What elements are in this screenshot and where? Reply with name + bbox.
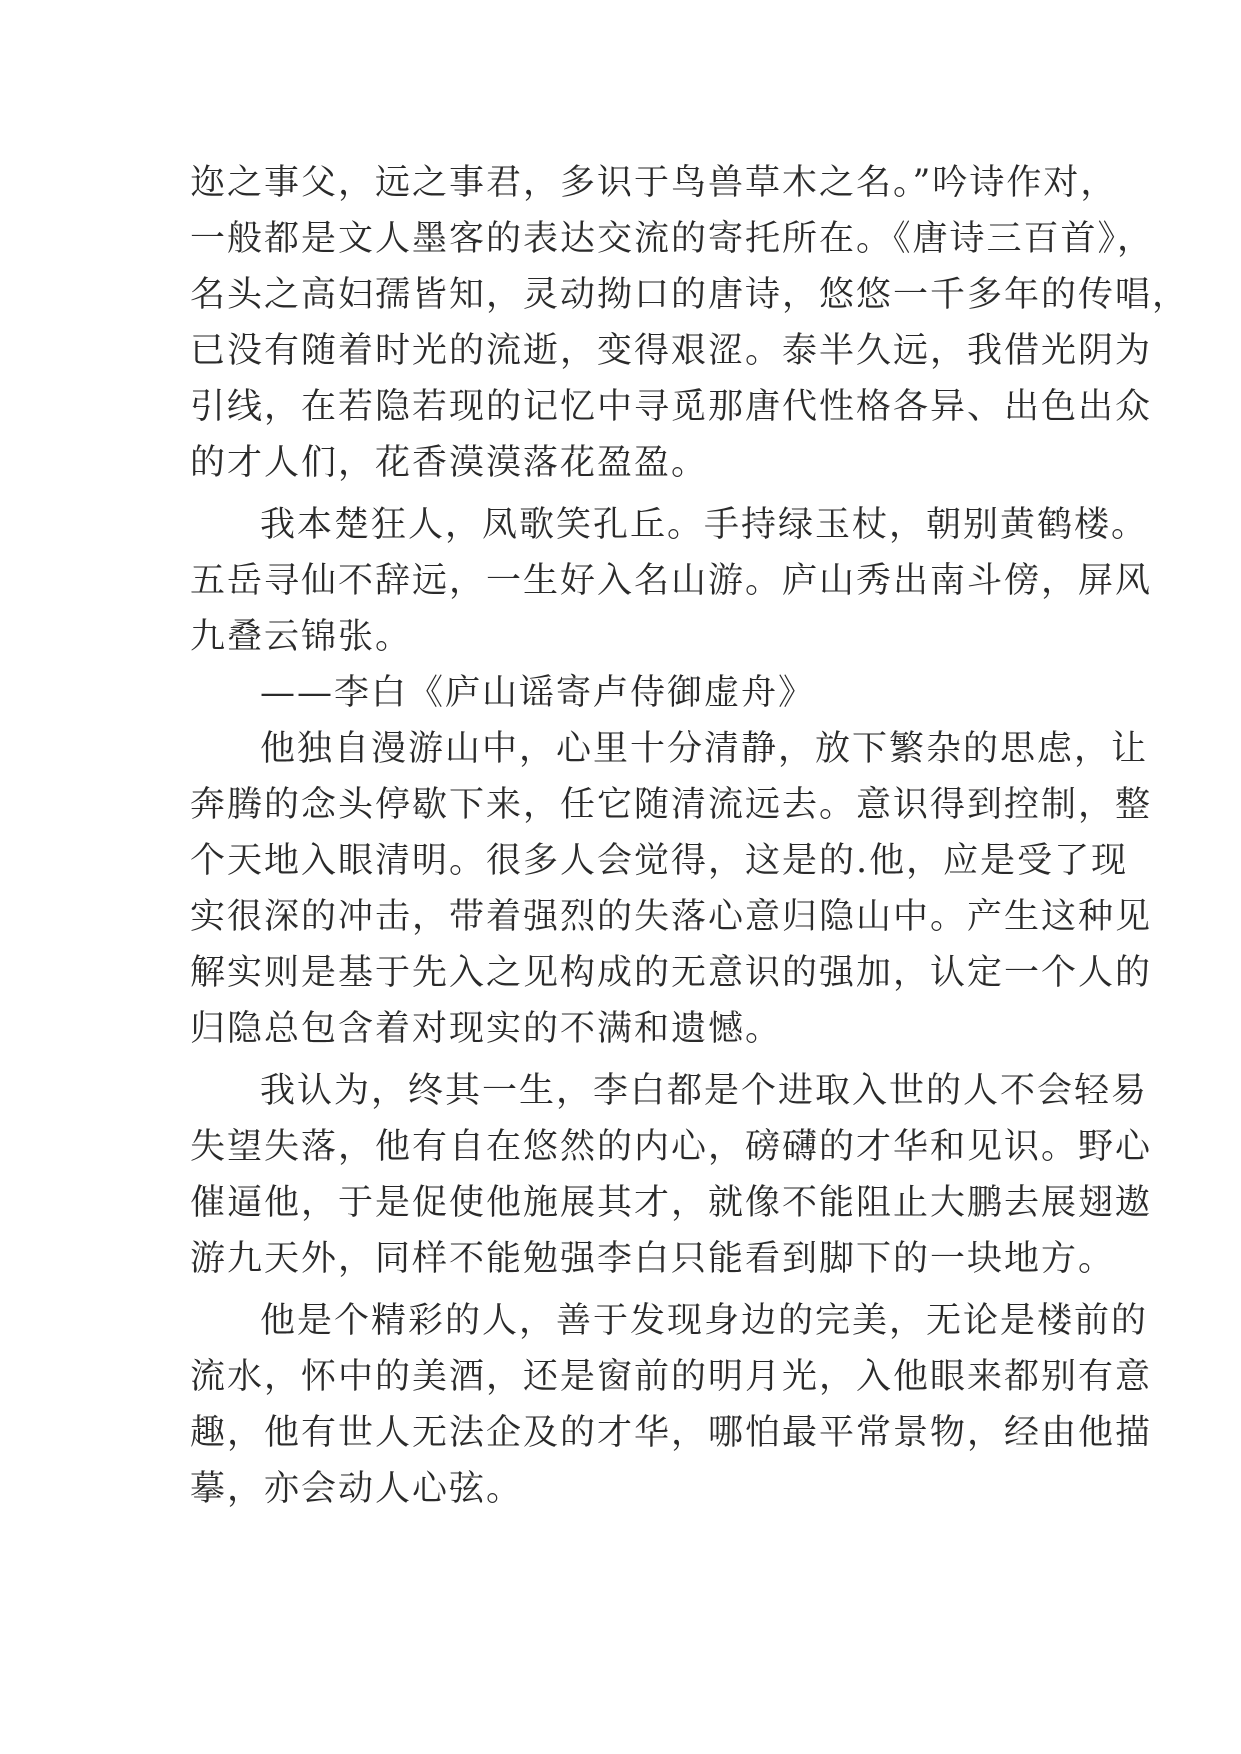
paragraph-5 (190, 1293, 1153, 1517)
text-line: 一般都是文人墨客的表达交流的寄托所在。《唐诗三百首》， (190, 219, 1155, 259)
document-body (190, 155, 1190, 1517)
poem-attribution (190, 665, 1070, 721)
text-line: 他是个精彩的人，善于发现身边的完美，无论是楼前的 (260, 1301, 1149, 1341)
text-line: 他独自漫游山中，心里十分清静，放下繁杂的思虑，让 (260, 729, 1149, 769)
paragraph-2-poem (190, 497, 1153, 665)
text-line: 催逼他，于是促使他施展其才，就像不能阻止大鹏去展翅遨 (190, 1183, 1153, 1223)
text-line: 奔腾的念头停歇下来，任它随清流远去。意识得到控制，整 (190, 785, 1153, 825)
text-line: 个天地入眼清明。很多人会觉得，这是的.他，应是受了现 (190, 841, 1129, 881)
text-line: 游九天外，同样不能勉强李白只能看到脚下的一块地方。 (190, 1239, 1116, 1279)
text-line: 实很深的冲击，带着强烈的失落心意归隐山中。产生这种见 (190, 897, 1153, 937)
text-line: 已没有随着时光的流逝，变得艰涩。泰半久远，我借光阴为 (190, 331, 1153, 371)
text-line: ——李白《庐山谣寄卢侍御虚舟》 (260, 673, 816, 713)
text-line: 名头之高妇孺皆知，灵动拗口的唐诗，悠悠一千多年的传唱， (190, 275, 1190, 315)
text-line: 迩之事父，远之事君，多识于鸟兽草木之名。”吟诗作对， (190, 163, 1118, 203)
text-line: 引线，在若隐若现的记忆中寻觅那唐代性格各异、出色出众 (190, 387, 1153, 427)
paragraph-4 (190, 1063, 1153, 1287)
text-line: 的才人们，花香漠漠落花盈盈。 (190, 443, 709, 483)
text-line: 我认为，终其一生，李白都是个进取入世的人不会轻易 (260, 1071, 1149, 1111)
text-line: 流水，怀中的美酒，还是窗前的明月光，入他眼来都别有意 (190, 1357, 1153, 1397)
text-line: 摹，亦会动人心弦。 (190, 1469, 524, 1509)
text-line: 归隐总包含着对现实的不满和遗憾。 (190, 1009, 783, 1049)
text-line: 我本楚狂人，凤歌笑孔丘。手持绿玉杖，朝别黄鹤楼。 (260, 505, 1149, 545)
text-line: 趣，他有世人无法企及的才华，哪怕最平常景物，经由他描 (190, 1413, 1153, 1453)
paragraph-3 (190, 721, 1153, 1057)
text-line: 九叠云锦张。 (190, 617, 413, 657)
text-line: 解实则是基于先入之见构成的无意识的强加，认定一个人的 (190, 953, 1153, 993)
text-line: 五岳寻仙不辞远，一生好入名山游。庐山秀出南斗傍，屏风 (190, 561, 1153, 601)
paragraph-1 (190, 155, 1190, 491)
text-line: 失望失落，他有自在悠然的内心，磅礴的才华和见识。野心 (190, 1127, 1153, 1167)
